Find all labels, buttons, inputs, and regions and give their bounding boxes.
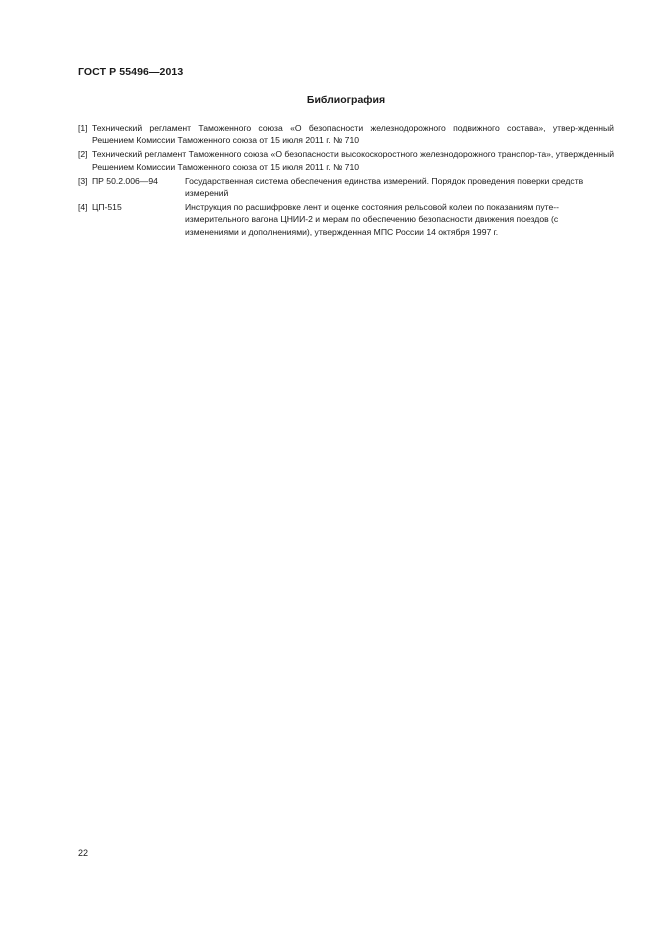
section-title: Библиография xyxy=(306,94,386,106)
bibliography-number: [2] xyxy=(78,149,88,160)
bibliography-ref xyxy=(78,201,185,238)
bibliography-item-4 xyxy=(78,201,614,238)
bibliography-number: [1] xyxy=(78,123,88,133)
bibliography-item-3 xyxy=(78,175,614,200)
bibliography-number: [3] xyxy=(78,175,88,186)
bibliography-code: ЦП-515 xyxy=(92,201,122,212)
bibliography-text: Государственная система обеспечения единства измерений. Порядок проведения поверки средств измерений xyxy=(185,175,584,199)
bibliography-item-2 xyxy=(78,148,614,173)
bibliography-ref xyxy=(78,175,185,200)
bibliography-list xyxy=(78,122,614,240)
bibliography-code: ПР 50.2.006—94 xyxy=(92,175,158,186)
bibliography-text: Инструкция по расшифровке лент и оценке состояния рельсовой колеи по показаниям путе-измерительного вагона ЦНИИ-2 и мерам по обеспечению безопасности движения поездов (с изменениями и дополнениями), утвержденная МПС России 14 октября 1997 г. xyxy=(185,201,559,237)
bibliography-item-1 xyxy=(78,122,614,147)
bibliography-text: Технический регламент Таможенного союза «О безопасности железнодорожного подвижного состава», утвер-жденный Решением Комиссии Таможенного союза от 15 июля 2011 г. № 710 xyxy=(92,123,614,146)
bibliography-text: Технический регламент Таможенного союза «О безопасности высокоскоростного железнодорожного транспор-та», утвержденный Решением Комиссии Таможенного союза от 15 июля 2011 г. № 710 xyxy=(92,149,614,172)
bibliography-number: [4] xyxy=(78,201,88,212)
page-number: 22 xyxy=(78,848,89,858)
document-id: ГОСТ Р 55496—2013 xyxy=(78,66,184,78)
